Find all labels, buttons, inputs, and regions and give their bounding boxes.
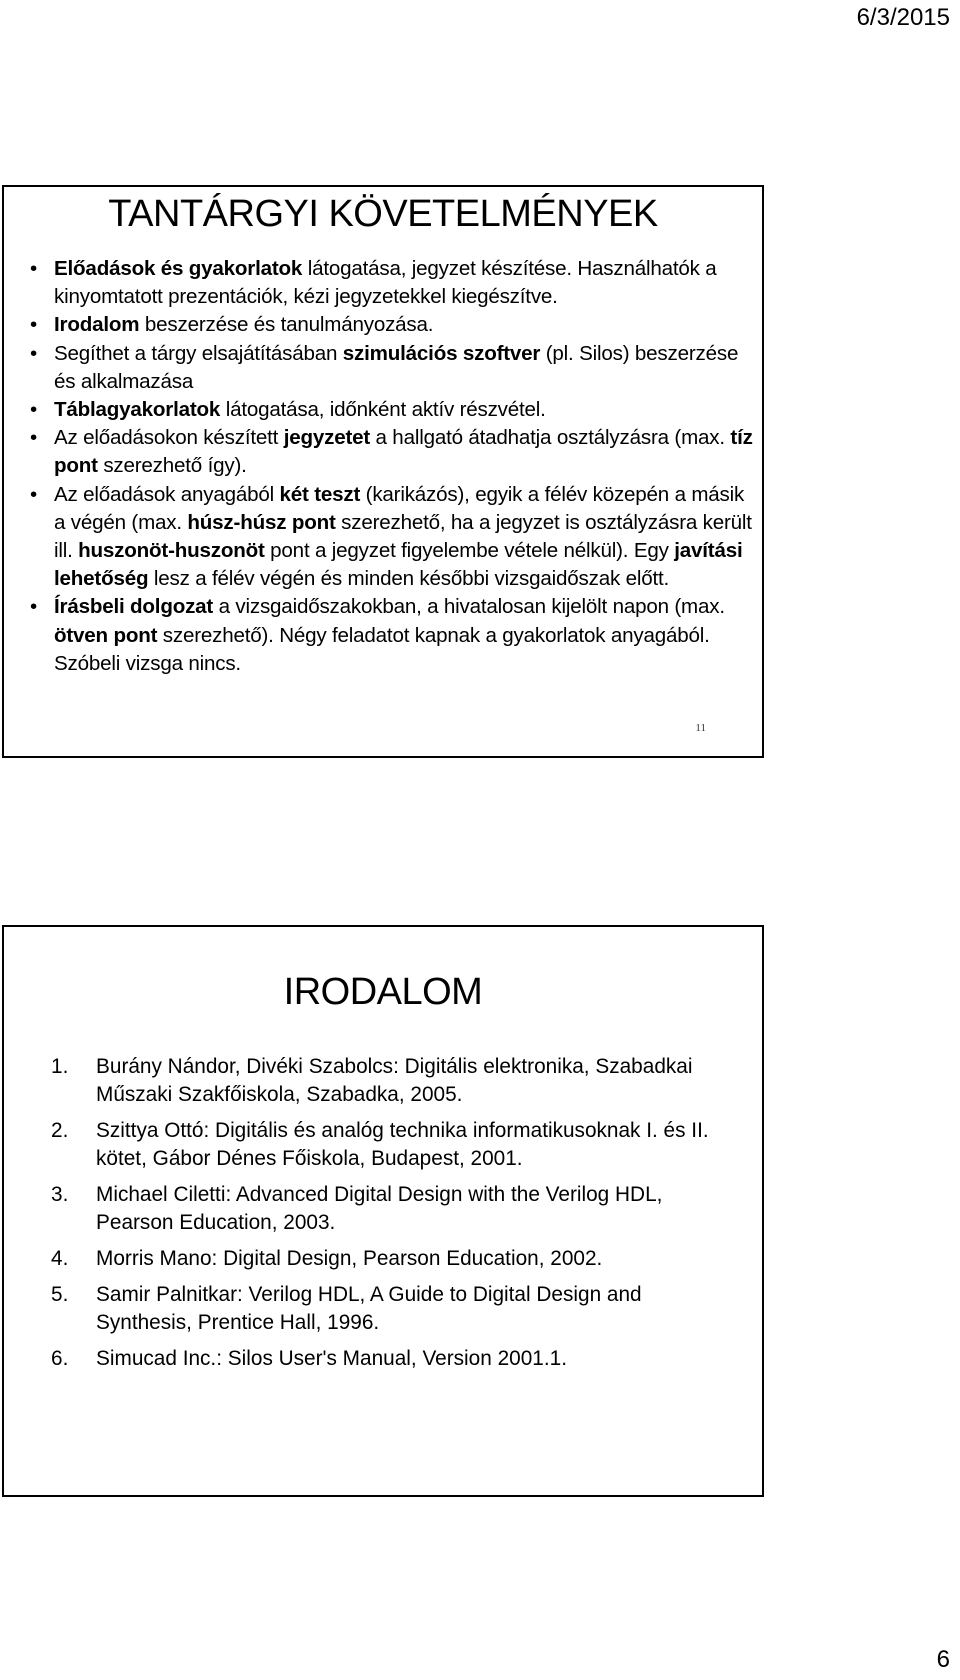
text: (pl. Silos) beszerzése és alkalmazása [54,341,739,393]
text: látogatása, időnként aktív részvétel. [220,398,546,422]
bold-text: Irodalom [54,313,140,337]
text: a hallgató átadhatja osztályzásra (max. [370,426,731,450]
requirement-item [30,481,754,594]
reference-item [44,1245,742,1273]
reference-text: Szittya Ottó: Digitális és analóg technika informatikusoknak I. és II. kötet, Gábor Dénes Főiskola, Budapest, 2001. [96,1119,709,1170]
reference-number: 4. [51,1247,69,1270]
text: látogatása, jegyzet készítése. Használhatók a kinyomtatott prezentációk, kézi jegyzetekkel kiegészítve. [54,257,717,309]
slide-requirements [2,185,764,758]
reference-text: Simucad Inc.: Silos User's Manual, Version 2001.1. [96,1347,567,1370]
slide-title: IRODALOM [283,971,483,1013]
text: a vizsgaidőszakokban, a hivatalosan kijelölt napon (max. [213,595,725,619]
reference-text: Morris Mano: Digital Design, Pearson Education, 2002. [96,1247,603,1270]
bold-text: Írásbeli dolgozat [54,595,214,619]
requirement-item [30,424,754,480]
slide-number: 11 [695,722,706,734]
reference-text: Burány Nándor, Divéki Szabolcs: Digitális elektronika, Szabadkai Műszaki Szakfőiskola, Szabadka, 2005. [96,1055,693,1106]
bold-text: ötven pont [54,623,158,647]
requirement-item [30,593,754,678]
bold-text: szimulációs szoftver [342,341,541,365]
reference-item [44,1345,742,1373]
reference-list [44,1053,742,1381]
reference-number: 2. [51,1119,69,1142]
bold-text: tíz pont [54,426,753,478]
reference-item [44,1117,742,1173]
bold-text: Táblagyakorlatok [54,398,221,422]
reference-number: 6. [51,1347,69,1370]
reference-text: Michael Ciletti: Advanced Digital Design with the Verilog HDL, Pearson Education, 2003. [96,1183,663,1234]
text: Segíthet a tárgy elsajátításában [54,341,343,365]
requirement-item [30,255,754,311]
reference-item [44,1181,742,1237]
bold-text: huszonöt-huszonöt [78,539,265,563]
text: beszerzése és tanulmányozása. [139,313,434,337]
bold-text: javítási lehetőség [54,539,743,591]
reference-number: 3. [51,1183,69,1206]
bold-text: jegyzetet [283,426,371,450]
page-date: 6/3/2015 [856,4,950,31]
reference-item [44,1281,742,1337]
requirement-item [30,340,754,396]
requirements-list [30,255,754,678]
reference-number: 5. [51,1283,69,1306]
text: pont a jegyzet figyelembe vétele nélkül). Egy [264,539,675,563]
text: lesz a félév végén és minden későbbi vizsgaidőszak előtt. [148,567,670,591]
text: Az előadások anyagából [54,482,280,506]
text: szerezhető így). [97,454,247,478]
text: szerezhető, ha a jegyzet is osztályzásra került ill. [54,510,752,563]
reference-text: Samir Palnitkar: Verilog HDL, A Guide to Digital Design and Synthesis, Prentice Hall, 1996. [96,1283,642,1334]
reference-number: 1. [51,1055,69,1078]
text: Az előadásokon készített [54,426,284,450]
slide-title: TANTÁRGYI KÖVETELMÉNYEK [108,193,658,235]
text: szerezhető). Négy feladatot kapnak a gyakorlatok anyagából. Szóbeli vizsga nincs. [54,623,710,675]
bold-text: Előadások és gyakorlatok [54,257,303,280]
page-number: 6 [936,1646,950,1673]
bold-text: két teszt [279,482,361,506]
requirement-item [30,396,754,424]
slide-literature [2,925,764,1497]
requirement-item [30,311,754,339]
text: (karikázós), egyik a félév közepén a másik a végén (max. [54,482,745,534]
reference-item [44,1053,742,1109]
bold-text: húsz-húsz pont [187,510,336,534]
